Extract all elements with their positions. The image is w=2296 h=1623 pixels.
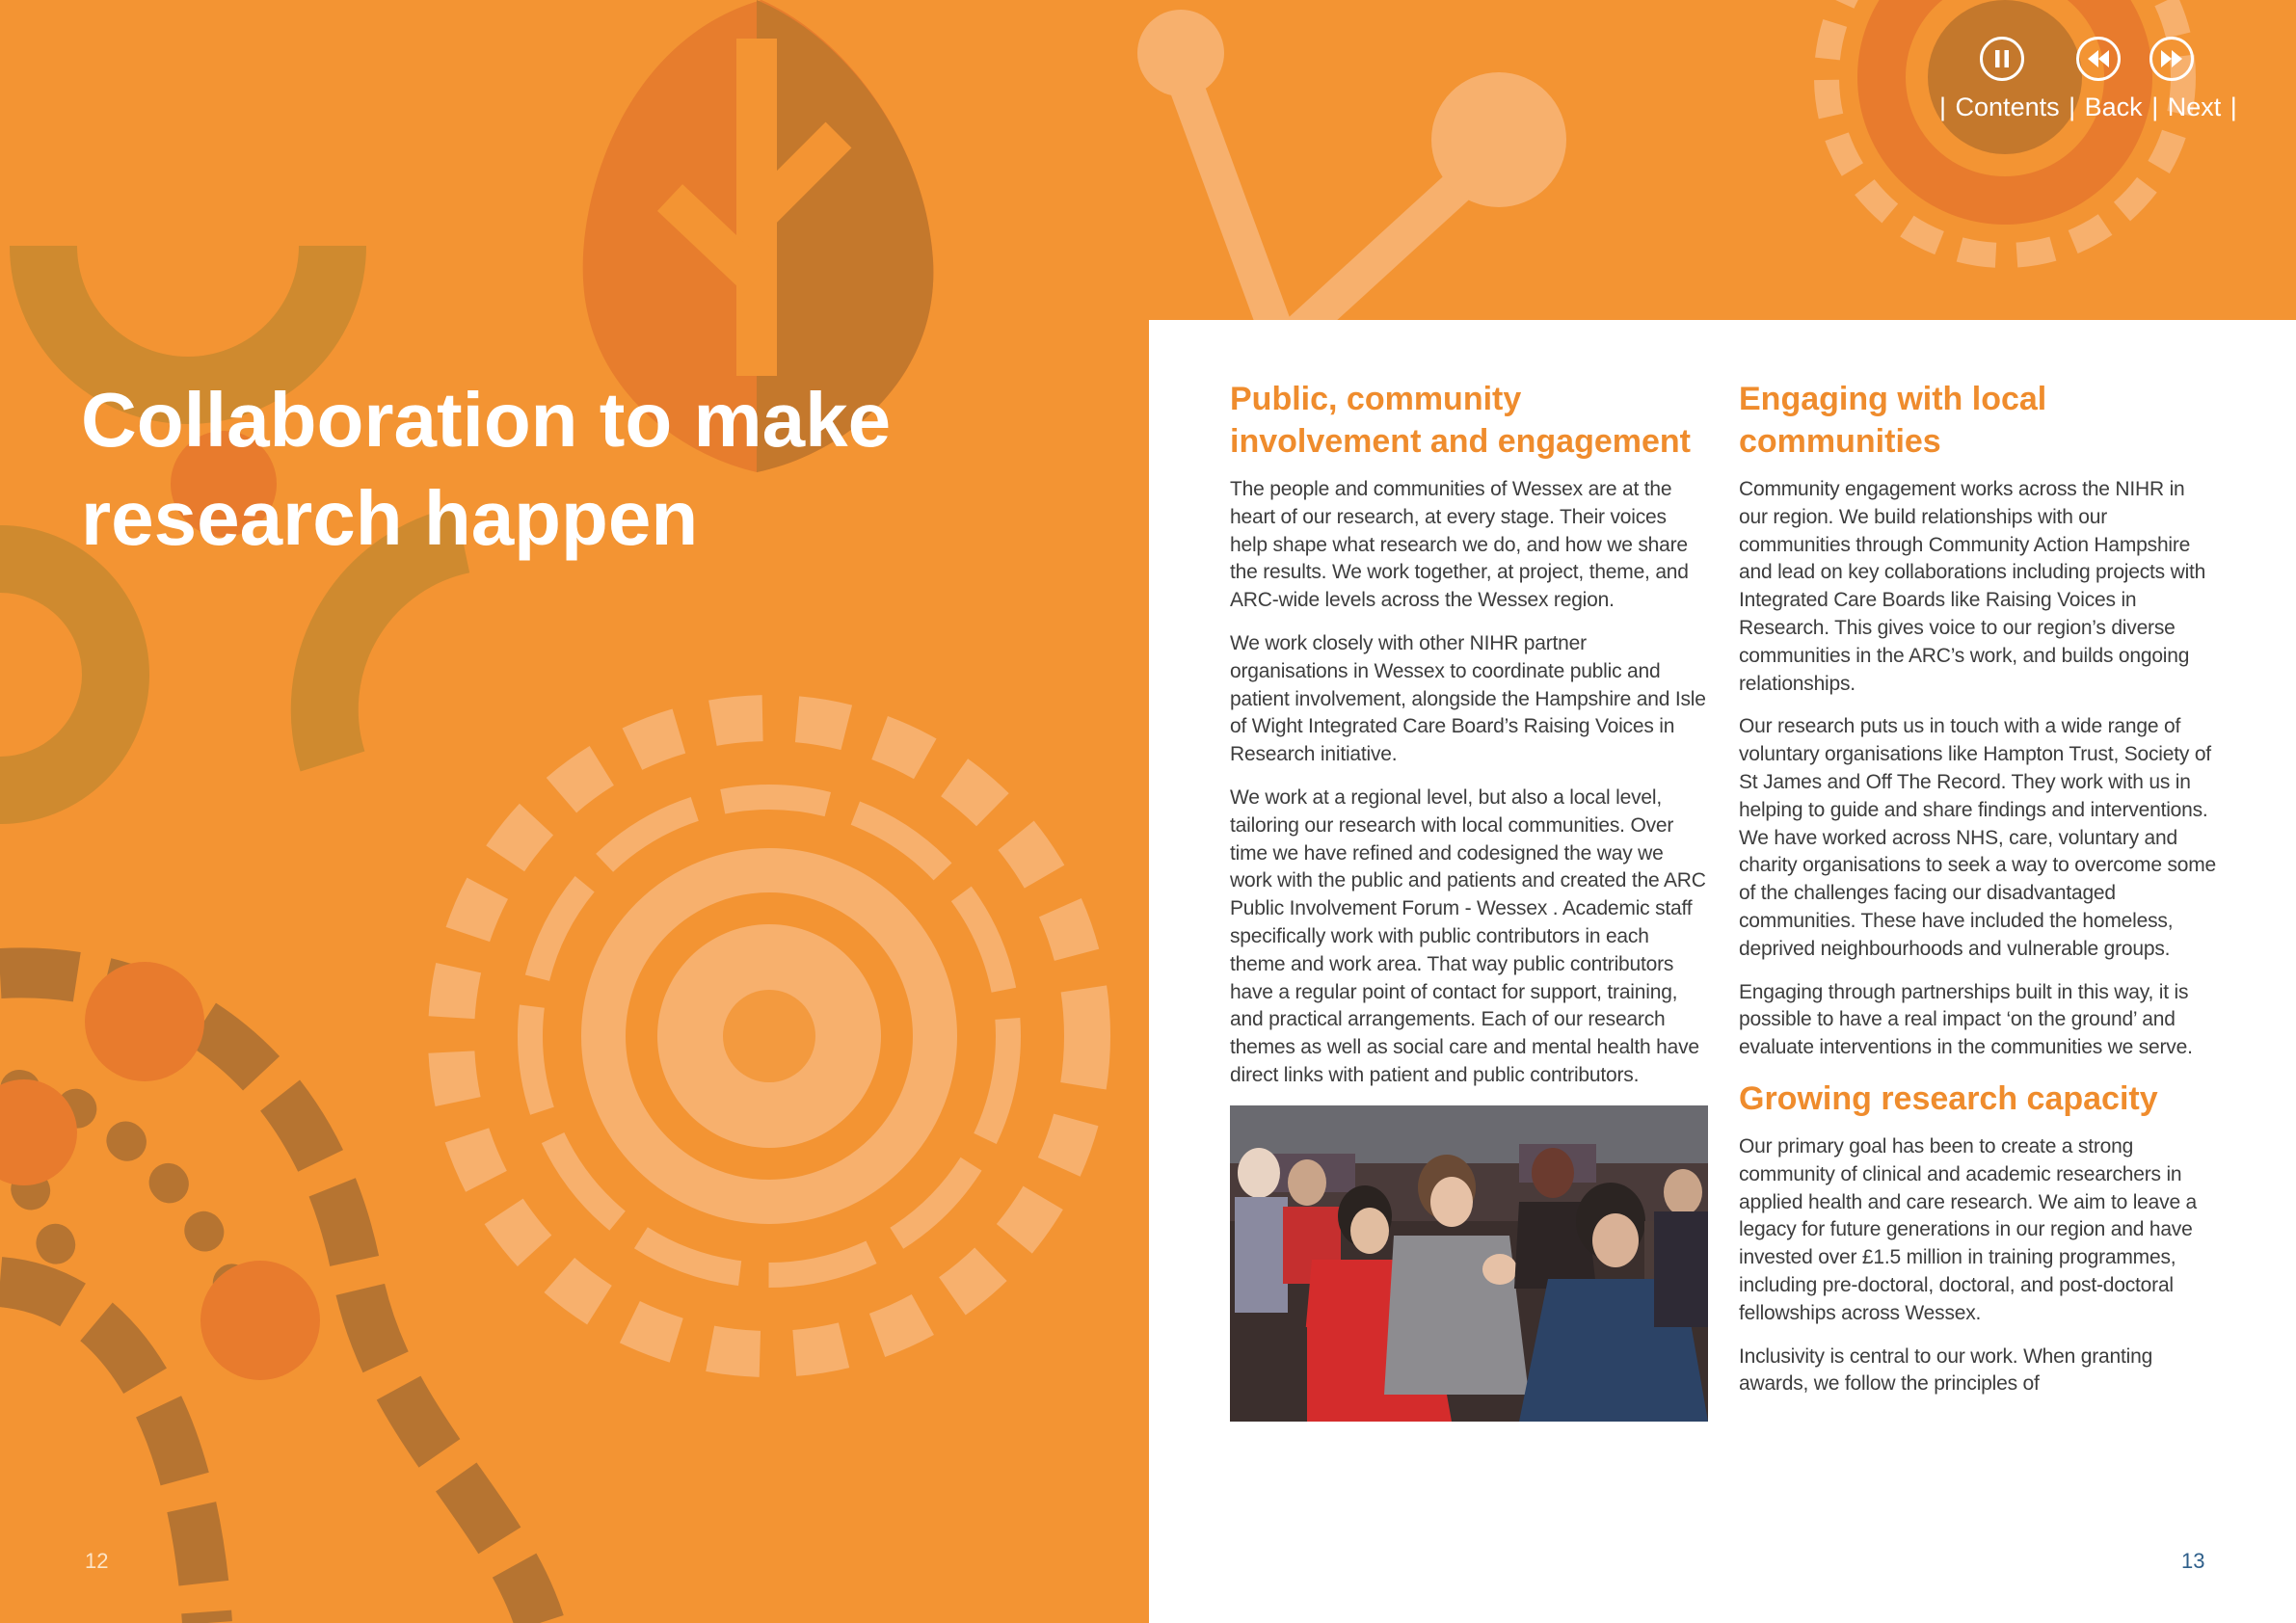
rewind-icon: [2079, 40, 2118, 78]
next-link[interactable]: Next: [2167, 93, 2222, 121]
pause-icon: [1983, 40, 2021, 78]
paragraph: Community engagement works across the NIHR in our region. We build relationships with our communities through Community Action Hampshire and lead on key collaborations including projects with Integrated Care Boards like Raising Voices in Research. This gives voice to our region’s diverse communities in the ARC’s work, and builds ongoing relationships.: [1739, 478, 2206, 695]
back-arrows-button[interactable]: [2076, 37, 2121, 81]
audience-photo-illustration: [1230, 1105, 1708, 1422]
page-title-line: research happen: [81, 475, 699, 561]
heading-line: involvement and engagement: [1230, 423, 1691, 460]
heading-line: Public, community: [1230, 381, 1522, 417]
nav-separator: |: [1939, 93, 1947, 121]
fast-forward-icon: [2152, 40, 2191, 78]
section-heading-engaging-communities: [1739, 378, 2217, 463]
heading-line: communities: [1739, 423, 1941, 460]
nav-separator: |: [2229, 93, 2237, 121]
page-title-line: Collaboration to make: [81, 377, 892, 463]
paragraph: We work at a regional level, but also a local level, tailoring our research with local communities. Over time we have refined and codesigned the way we work with the public and patients and created the ARC Public Involvement Forum - Wessex . Academic staff specifically work with public contributors in each theme and work area. That way public contributors have a regular point of contact for support, training, and practical arrangements. Each of our research themes as well as social care and mental health have direct links with patient and public contributors.: [1230, 785, 1706, 1086]
heading-line: Engaging with local: [1739, 381, 2047, 417]
event-photo: [1230, 1105, 1708, 1422]
nav-links: [1937, 93, 2239, 122]
page-number-left: 12: [85, 1549, 109, 1573]
page-number-right: 13: [2181, 1549, 2205, 1573]
column-left: [1230, 378, 1708, 1422]
back-link[interactable]: Back: [2084, 93, 2143, 121]
paragraph: Inclusivity is central to our work. When granting awards, we follow the principles of: [1739, 1344, 2153, 1396]
contents-link[interactable]: Contents: [1955, 93, 2060, 121]
section-heading-research-capacity: Growing research capacity: [1739, 1079, 2158, 1117]
page-title: [81, 371, 1093, 568]
column-right: [1739, 378, 2217, 1414]
pause-button[interactable]: [1980, 37, 2024, 81]
nav-separator: |: [2069, 93, 2076, 121]
next-arrows-button[interactable]: [2149, 37, 2194, 81]
paragraph: Engaging through partnerships built in this way, it is possible to have a real impact ‘on the ground’ and evaluate interventions in the communities we serve.: [1739, 980, 2193, 1059]
paragraph: Our research puts us in touch with a wide range of voluntary organisations like Hampton Trust, Society of St James and Off The Record. They work with us in helping to guide and share findings and interventions. We have worked across NHS, care, voluntary and charity organisations to seek a way to overcome some of the challenges facing our disadvantaged communities. These have included the homeless, deprived neighbourhoods and vulnerable groups.: [1739, 715, 2217, 960]
content-panel: [1149, 320, 2296, 1623]
nav-controls: [1937, 37, 2237, 143]
section-heading-public-involvement: [1230, 378, 1708, 463]
paragraph: Our primary goal has been to create a strong community of clinical and academic researchers in applied health and care research. We aim to leave a legacy for future generations in our region and have invested over £1.5 million in training programmes, including pre-doctoral, doctoral, and post-doctoral fellowships across Wessex.: [1739, 1134, 2198, 1324]
nav-separator: |: [2151, 93, 2159, 121]
paragraph: The people and communities of Wessex are at the heart of our research, at every stage. Their voices help shape what research we do, and how we share the results. We work together, at project, theme, and ARC-wide levels across the Wessex region.: [1230, 478, 1689, 612]
paragraph: We work closely with other NIHR partner organisations in Wessex to coordinate public and patient involvement, alongside the Hampshire and Isle of Wight Integrated Care Board’s Raising Voices in Research initiative.: [1230, 631, 1706, 766]
